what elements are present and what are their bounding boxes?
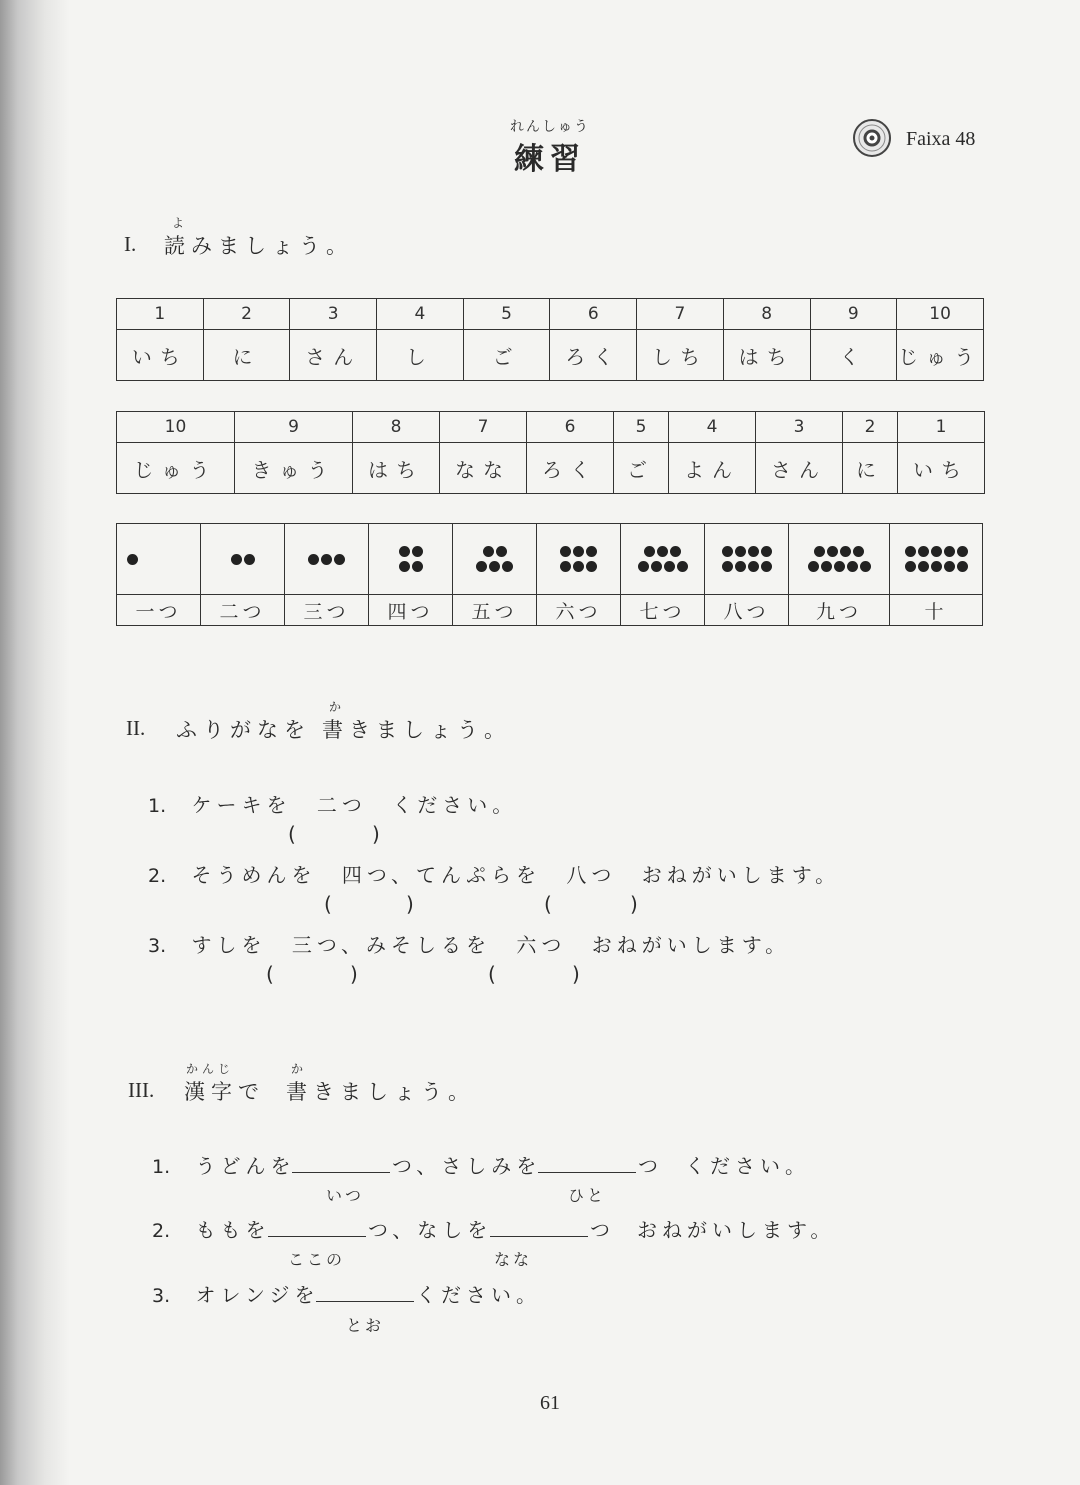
count-dot [399,546,410,557]
table-cell: 十 [890,595,983,626]
table-cell: 五つ [453,595,537,626]
dot-cell [117,524,201,595]
count-dot [586,561,597,572]
count-dot [722,561,733,572]
exercise3-item3-end: ください。 [416,1283,541,1307]
answer-paren-open: ( [544,892,552,916]
dot-cell [890,524,983,595]
table-cell: じゅう [897,330,984,381]
table-cell: 4 [669,412,756,443]
exercise3-item2: 2. ももを [152,1218,271,1242]
exercise2-item2: 2. そうめんを 四つ、てんぷらを 八つ おねがいします。 [148,863,841,887]
table-cell: ろく [550,330,637,381]
table-cell: に [843,443,898,494]
table-cell: はち [353,443,440,494]
count-dot [847,561,858,572]
section3-ruby-kanji: かんじ [186,1062,235,1076]
table-cell: さん [290,330,377,381]
count-dot [821,561,832,572]
answer-blank[interactable] [538,1172,636,1173]
count-dot [905,546,916,557]
count-dot [860,561,871,572]
count-dot [399,561,410,572]
answer-blank[interactable] [268,1236,366,1237]
count-dot [638,561,649,572]
answer-paren-open: ( [488,962,496,986]
dot-cell [537,524,621,595]
count-dot [677,561,688,572]
section1-number: I. [124,232,137,256]
exercise2-item3: 3. すしを 三つ、みそしるを 六つ おねがいします。 [148,933,791,957]
count-dot [748,561,759,572]
dot-cell [453,524,537,595]
count-dot [560,561,571,572]
table-cell: 5 [614,412,669,443]
cd-icon [852,118,892,158]
section3-number: III. [128,1078,155,1102]
count-dot [735,546,746,557]
reading-hint: ひと [568,1186,607,1205]
count-dot [735,561,746,572]
table-cell: 七つ [621,595,705,626]
table-cell: さん [756,443,843,494]
table-cell: 6 [527,412,614,443]
answer-paren-close: ) [406,892,414,916]
exercise2-item1: 1. ケーキを 二つ ください。 [148,793,518,817]
number-row [117,412,985,443]
reading-hint: ここの [288,1250,346,1269]
exercise3-item3: 3. オレンジを [152,1283,320,1307]
answer-paren-open: ( [324,892,332,916]
reading-hint: とお [346,1316,385,1335]
page-title: 練習 [514,142,586,177]
track-label: Faixa 48 [906,128,976,150]
table-cell: し [377,330,464,381]
table-cell: 10 [897,299,984,330]
counters-table [116,523,983,626]
dot-cell [789,524,890,595]
table-cell: 6 [550,299,637,330]
table-cell: 7 [440,412,527,443]
count-dot [502,561,513,572]
dot-row [117,524,983,595]
number-row [117,299,984,330]
count-dot [931,546,942,557]
book-gutter-shadow [0,0,70,1485]
section2-ruby: か [329,700,346,714]
count-dot [944,546,955,557]
section1-ruby: よ [172,216,189,230]
exercise3-item1-middle: つ、さしみを [392,1154,542,1178]
counter-label-row [117,595,983,626]
dot-cell [201,524,285,595]
numbers-ascending-table [116,298,984,381]
count-dot [127,554,138,565]
count-dot [748,546,759,557]
section3-ruby-ka: か [291,1062,308,1076]
count-dot [957,546,968,557]
table-cell: 10 [117,412,235,443]
count-dot [231,554,242,565]
table-cell: く [810,330,897,381]
count-dot [412,546,423,557]
table-cell: 四つ [369,595,453,626]
count-dot [573,561,584,572]
table-cell: 1 [117,299,204,330]
count-dot [761,561,772,572]
count-dot [657,546,668,557]
count-dot [496,546,507,557]
section3-instruction-a: 漢字で [184,1080,265,1104]
answer-paren-close: ) [572,962,580,986]
dot-cell [285,524,369,595]
count-dot [761,546,772,557]
count-dot [814,546,825,557]
dot-cell [705,524,789,595]
table-cell: 8 [353,412,440,443]
table-cell: 9 [235,412,353,443]
section2-number: II. [126,716,146,740]
table-cell: しち [637,330,724,381]
exercise3-item2-end: つ おねがいします。 [590,1218,836,1242]
section2-instruction-a: ふりがなを [176,718,311,742]
count-dot [853,546,864,557]
count-dot [944,561,955,572]
reading-row [117,443,985,494]
section2-instruction-b: 書きましょう。 [322,718,511,742]
table-cell: なな [440,443,527,494]
table-cell: 二つ [201,595,285,626]
section1-instruction: 読みましょう。 [164,234,353,258]
answer-blank[interactable] [490,1236,588,1237]
reading-hint: いつ [326,1186,365,1205]
count-dot [644,546,655,557]
table-cell: 4 [377,299,464,330]
table-cell: 2 [203,299,290,330]
count-dot [918,561,929,572]
reading-hint: なな [494,1250,533,1269]
count-dot [321,554,332,565]
exercise3-item2-middle: つ、なしを [368,1218,493,1242]
table-cell: 8 [723,299,810,330]
dot-cell [369,524,453,595]
table-cell: 7 [637,299,724,330]
answer-paren-close: ) [630,892,638,916]
count-dot [827,546,838,557]
numbers-descending-table [116,411,985,494]
count-dot [308,554,319,565]
count-dot [905,561,916,572]
count-dot [412,561,423,572]
count-dot [489,561,500,572]
answer-blank[interactable] [316,1301,414,1302]
count-dot [664,561,675,572]
table-cell: 3 [756,412,843,443]
answer-paren-open: ( [288,822,296,846]
count-dot [918,546,929,557]
count-dot [651,561,662,572]
table-cell: 八つ [705,595,789,626]
section3-instruction-b: 書きましょう。 [286,1080,475,1104]
page-number: 61 [540,1392,560,1414]
table-cell: いち [898,443,985,494]
table-cell: に [203,330,290,381]
exercise3-item1-end: つ ください。 [638,1154,810,1178]
count-dot [483,546,494,557]
table-cell: ろく [527,443,614,494]
table-cell: 3 [290,299,377,330]
count-dot [834,561,845,572]
count-dot [560,546,571,557]
count-dot [244,554,255,565]
table-cell: 九つ [789,595,890,626]
count-dot [722,546,733,557]
dot-cell [621,524,705,595]
title-ruby: れんしゅう [510,119,590,135]
reading-row [117,330,984,381]
count-dot [334,554,345,565]
count-dot [476,561,487,572]
count-dot [957,561,968,572]
table-cell: よん [669,443,756,494]
answer-paren-open: ( [266,962,274,986]
table-cell: 2 [843,412,898,443]
answer-paren-close: ) [372,822,380,846]
table-cell: 六つ [537,595,621,626]
count-dot [840,546,851,557]
table-cell: 5 [463,299,550,330]
count-dot [931,561,942,572]
table-cell: ご [463,330,550,381]
table-cell: 三つ [285,595,369,626]
exercise3-item1: 1. うどんを [152,1154,296,1178]
table-cell: はち [723,330,810,381]
count-dot [586,546,597,557]
answer-blank[interactable] [292,1172,390,1173]
table-cell: 一つ [117,595,201,626]
count-dot [670,546,681,557]
answer-paren-close: ) [350,962,358,986]
table-cell: 9 [810,299,897,330]
count-dot [573,546,584,557]
count-dot [808,561,819,572]
table-cell: きゅう [235,443,353,494]
table-cell: じゅう [117,443,235,494]
table-cell: いち [117,330,204,381]
table-cell: 1 [898,412,985,443]
table-cell: ご [614,443,669,494]
